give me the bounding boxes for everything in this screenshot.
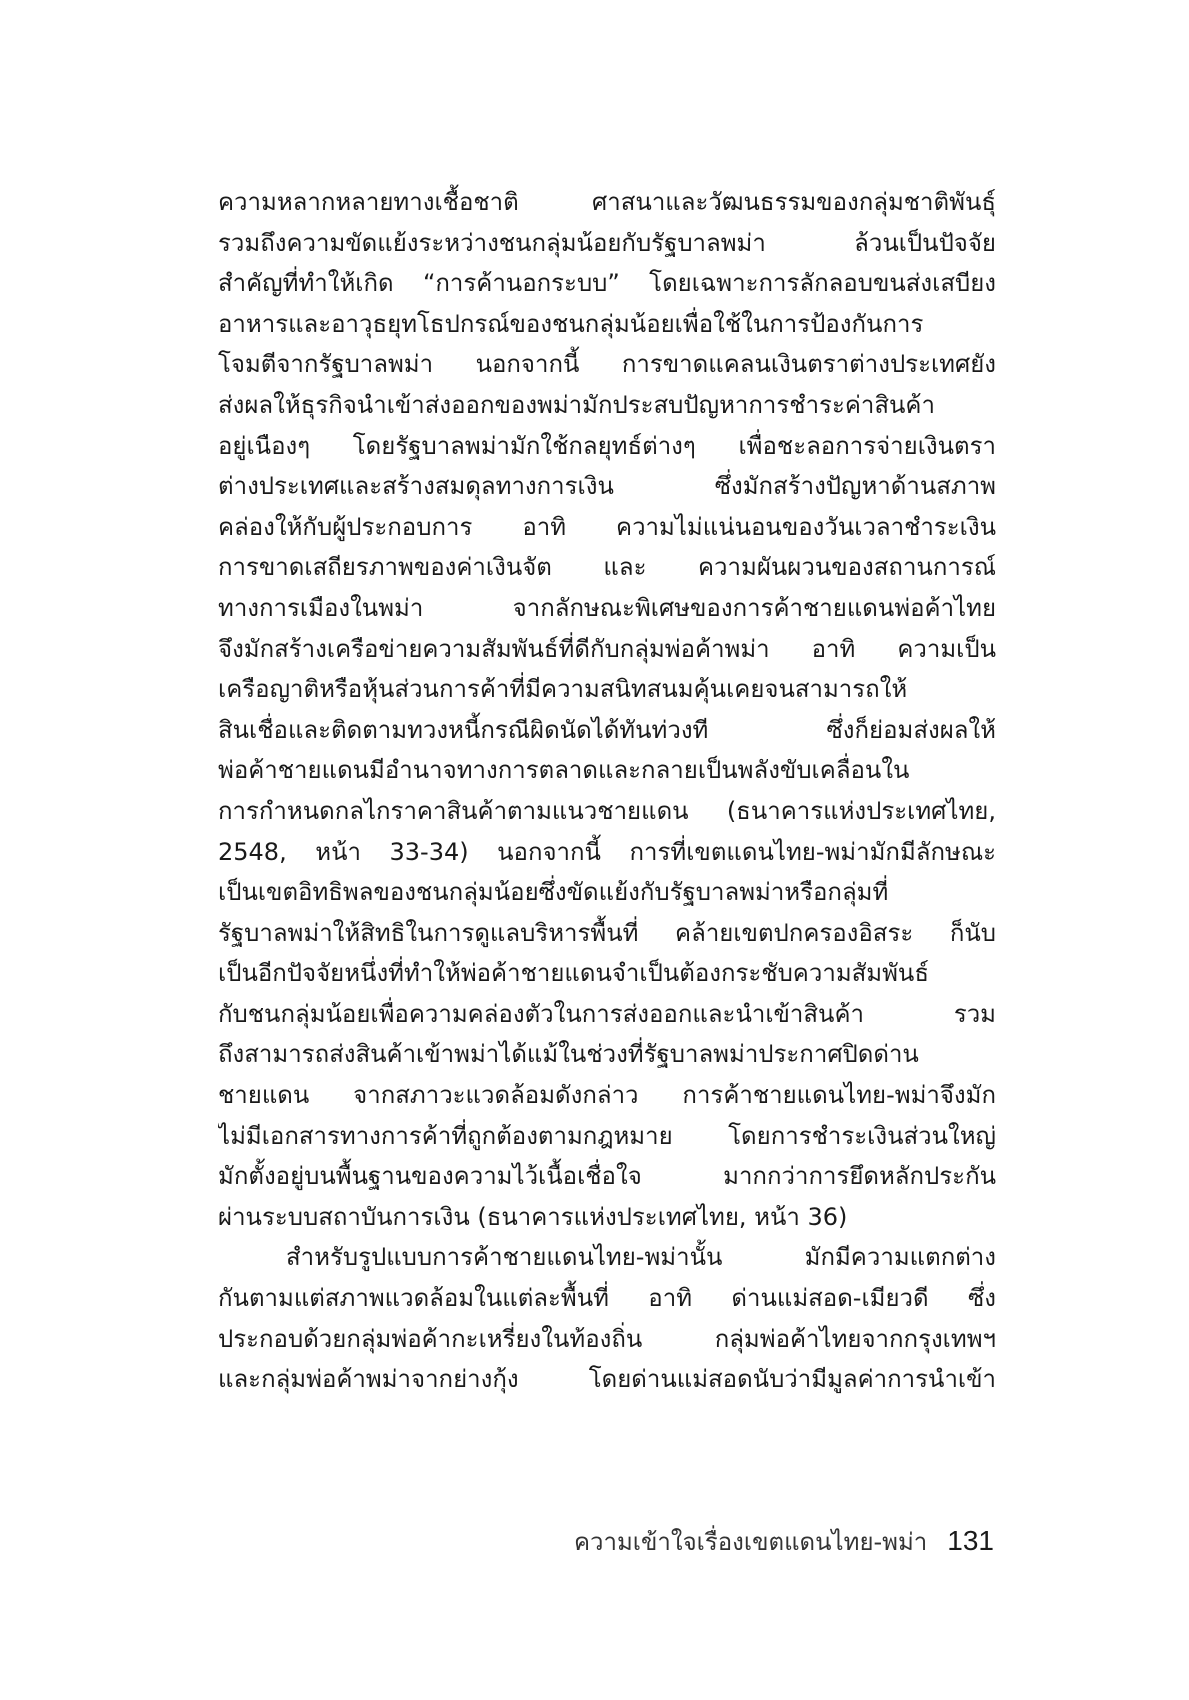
text-line: อาหารและอาวุธยุทโธปกรณ์ของชนกลุ่มน้อยเพื่อใช้ในการป้องกันการ <box>218 309 924 338</box>
text-line: ต่างประเทศและสร้างสมดุลทางการเงิน ซึ่งมักสร้างปัญหาด้านสภาพ <box>218 472 996 501</box>
text-line: ประกอบด้วยกลุ่มพ่อค้ากะเหรี่ยงในท้องถิ่น กลุ่มพ่อค้าไทยจากกรุงเทพฯ <box>218 1324 996 1353</box>
text-line: สำหรับรูปแบบการค้าชายแดนไทย-พม่านั้น มักมีความแตกต่าง <box>286 1243 996 1272</box>
page-footer <box>574 1521 994 1561</box>
text-line: คล่องให้กับผู้ประกอบการ อาทิ ความไม่แน่นอนของวันเวลาชำระเงิน <box>218 512 996 541</box>
body-text <box>218 182 996 1400</box>
text-line: ไม่มีเอกสารทางการค้าที่ถูกต้องตามกฎหมาย โดยการชำระเงินส่วนใหญ่ <box>218 1121 996 1150</box>
text-line: ความหลากหลายทางเชื้อชาติ ศาสนาและวัฒนธรรมของกลุ่มชาติพันธุ์ <box>218 188 996 216</box>
text-line: โจมตีจากรัฐบาลพม่า นอกจากนี้ การขาดแคลนเงินตราต่างประเทศยัง <box>218 350 996 379</box>
paragraph-1 <box>218 182 996 1237</box>
text-line: รวมถึงความขัดแย้งระหว่างชนกลุ่มน้อยกับรัฐบาลพม่า ล้วนเป็นปัจจัย <box>218 228 996 257</box>
text-line: ชายแดน จากสภาวะแวดล้อมดังกล่าว การค้าชายแดนไทย-พม่าจึงมัก <box>218 1081 996 1110</box>
text-line: 2548, หน้า 33-34) นอกจากนี้ การที่เขตแดนไทย-พม่ามักมีลักษณะ <box>218 837 996 866</box>
text-line: รัฐบาลพม่าให้สิทธิในการดูแลบริหารพื้นที่ คล้ายเขตปกครองอิสระ ก็นับ <box>218 918 996 947</box>
text-line: เป็นเขตอิทธิพลของชนกลุ่มน้อยซึ่งขัดแย้งกับรัฐบาลพม่าหรือกลุ่มที่ <box>218 878 889 907</box>
text-line: เครือญาติหรือหุ้นส่วนการค้าที่มีความสนิทสนมคุ้นเคยจนสามารถให้ <box>218 675 908 704</box>
text-line: ผ่านระบบสถาบันการเงิน (ธนาคารแห่งประเทศไทย, หน้า 36) <box>218 1202 848 1231</box>
paragraph-2 <box>218 1237 996 1399</box>
text-line: เป็นอีกปัจจัยหนึ่งที่ทำให้พ่อค้าชายแดนจำเป็นต้องกระชับความสัมพันธ์ <box>218 959 929 988</box>
text-line: พ่อค้าชายแดนมีอำนาจทางการตลาดและกลายเป็นพลังขับเคลื่อนใน <box>218 756 910 785</box>
text-line: กันตามแต่สภาพแวดล้อมในแต่ละพื้นที่ อาทิ ด่านแม่สอด-เมียวดี ซึ่ง <box>218 1284 996 1313</box>
text-line: การกำหนดกลไกราคาสินค้าตามแนวชายแดน (ธนาคารแห่งประเทศไทย, <box>218 796 996 825</box>
text-line: มักตั้งอยู่บนพื้นฐานของความไว้เนื้อเชื่อใจ มากกว่าการยึดหลักประกัน <box>218 1162 996 1191</box>
text-line: กับชนกลุ่มน้อยเพื่อความคล่องตัวในการส่งออกและนำเข้าสินค้า รวม <box>218 999 996 1028</box>
text-line: อยู่เนืองๆ โดยรัฐบาลพม่ามักใช้กลยุทธ์ต่างๆ เพื่อชะลอการจ่ายเงินตรา <box>218 431 996 460</box>
text-line: สำคัญที่ทำให้เกิด “การค้านอกระบบ” โดยเฉพาะการลักลอบขนส่งเสบียง <box>218 269 996 298</box>
text-line: การขาดเสถียรภาพของค่าเงินจัต และ ความผันผวนของสถานการณ์ <box>218 553 996 582</box>
text-line: ทางการเมืองในพม่า จากลักษณะพิเศษของการค้าชายแดนพ่อค้าไทย <box>218 593 996 622</box>
text-line: และกลุ่มพ่อค้าพม่าจากย่างกุ้ง โดยด่านแม่สอดนับว่ามีมูลค่าการนำเข้า <box>218 1365 996 1394</box>
text-line: สินเชื่อและติดตามทวงหนี้กรณีผิดนัดได้ทันท่วงที ซึ่งก็ย่อมส่งผลให้ <box>218 715 996 744</box>
page-number: 131 <box>947 1525 994 1556</box>
text-line: ถึงสามารถส่งสินค้าเข้าพม่าได้แม้ในช่วงที่รัฐบาลพม่าประกาศปิดด่าน <box>218 1040 919 1069</box>
text-line: ส่งผลให้ธุรกิจนำเข้าส่งออกของพม่ามักประสบปัญหาการชำระค่าสินค้า <box>218 390 935 419</box>
text-line: จึงมักสร้างเครือข่ายความสัมพันธ์ที่ดีกับกลุ่มพ่อค้าพม่า อาทิ ความเป็น <box>218 634 996 663</box>
running-head: ความเข้าใจเรื่องเขตแดนไทย-พม่า <box>573 1528 928 1556</box>
